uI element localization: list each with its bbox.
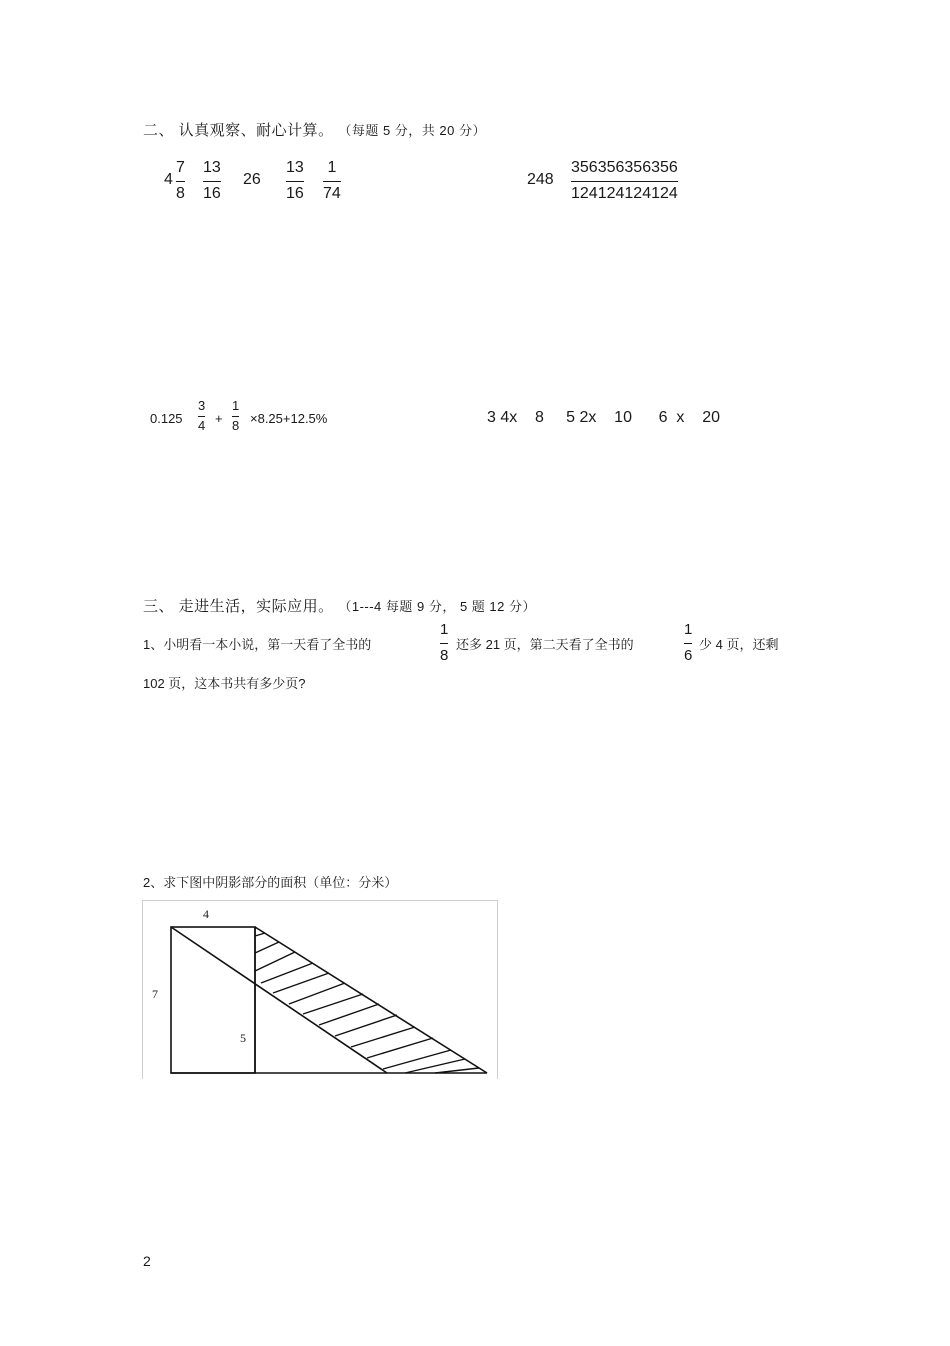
- page-number: 2: [143, 1253, 151, 1269]
- expr2-numerator: 356356356356: [571, 159, 678, 176]
- fraction-bar: [440, 643, 448, 644]
- q1-part2: 还多 21 页，第二天看了全书的: [456, 637, 634, 652]
- q1-f1-denominator: 8: [440, 647, 449, 664]
- expr2-lead: 248: [527, 171, 554, 188]
- q1-fraction-2: [684, 620, 692, 666]
- expr3-f2-numerator: 1: [232, 398, 240, 413]
- fraction-bar: [684, 643, 692, 644]
- expr1-f2-numerator: 13: [203, 159, 221, 176]
- q1-f2-numerator: 1: [684, 621, 693, 638]
- expression-4: 3 4x 8 5 2x 10 6 x 20: [487, 409, 721, 426]
- expr1-mid: 26: [243, 171, 261, 188]
- expr1-f4-numerator: 1: [327, 159, 337, 176]
- figure-label-inner: 5: [240, 1031, 246, 1045]
- shaded-area-figure: [142, 900, 498, 1079]
- figure-label-left: 7: [152, 987, 158, 1001]
- section3-heading: [143, 595, 536, 616]
- expr1-fraction-3: [286, 158, 304, 204]
- section3-title: 三、 走进生活，实际应用。: [143, 598, 334, 615]
- expr1-f3-denominator: 16: [286, 185, 304, 202]
- figure-drawing: [143, 901, 497, 1079]
- section2-note: （每题 5 分，共 20 分）: [338, 123, 486, 138]
- fraction-bar: [323, 181, 341, 182]
- expr3-fraction-1: [198, 398, 205, 434]
- expr1-f3-numerator: 13: [286, 159, 304, 176]
- section3-note: （1---4 每题 9 分， 5 题 12 分）: [338, 599, 536, 614]
- expr3-fraction-2: [232, 398, 239, 434]
- figure-diagonal-left: [171, 927, 387, 1073]
- expr1-f1-denominator: 8: [176, 185, 185, 202]
- q1-f2-denominator: 6: [684, 647, 693, 664]
- figure-rectangle-7: [171, 927, 255, 1073]
- expr2-fraction: [571, 158, 678, 204]
- q1-line2: 102 页，这本书共有多少页?: [143, 676, 306, 691]
- expr1-f2-denominator: 16: [203, 185, 221, 202]
- expr1-fraction-4: [323, 158, 341, 204]
- q1-part3: 少 4 页，还剩: [699, 637, 779, 652]
- expr3-f1-numerator: 3: [198, 398, 206, 413]
- q1-f1-numerator: 1: [440, 621, 449, 638]
- expr3-f1-denominator: 4: [198, 418, 206, 433]
- expr3-tail: ×8.25+12.5%: [250, 411, 328, 426]
- section2-title: 二、 认真观察、耐心计算。: [143, 122, 334, 139]
- fraction-bar: [198, 416, 205, 417]
- figure-diagonal-right: [255, 927, 487, 1073]
- expr3-lead: 0.125: [150, 411, 183, 426]
- expr1-fraction-1: [176, 158, 185, 204]
- shaded-hatching: [255, 933, 479, 1073]
- fraction-bar: [176, 181, 185, 182]
- expr3-plus: +: [215, 411, 223, 426]
- expr2-denominator: 124124124124: [571, 185, 678, 202]
- q2-text: 2、求下图中阴影部分的面积（单位：分米）: [143, 875, 398, 890]
- expr1-fraction-2: [203, 158, 221, 204]
- expr3-f2-denominator: 8: [232, 418, 240, 433]
- figure-label-top: 4: [203, 907, 209, 921]
- fraction-bar: [232, 416, 239, 417]
- q1-part1: 1、小明看一本小说，第一天看了全书的: [143, 637, 372, 652]
- section2-heading: [143, 119, 486, 140]
- q1-fraction-1: [440, 620, 448, 666]
- expr1-f1-numerator: 7: [176, 159, 185, 176]
- fraction-bar: [286, 181, 304, 182]
- expr1-whole: 4: [164, 171, 173, 188]
- fraction-bar: [571, 181, 678, 182]
- expr1-f4-denominator: 74: [323, 185, 341, 202]
- fraction-bar: [203, 181, 221, 182]
